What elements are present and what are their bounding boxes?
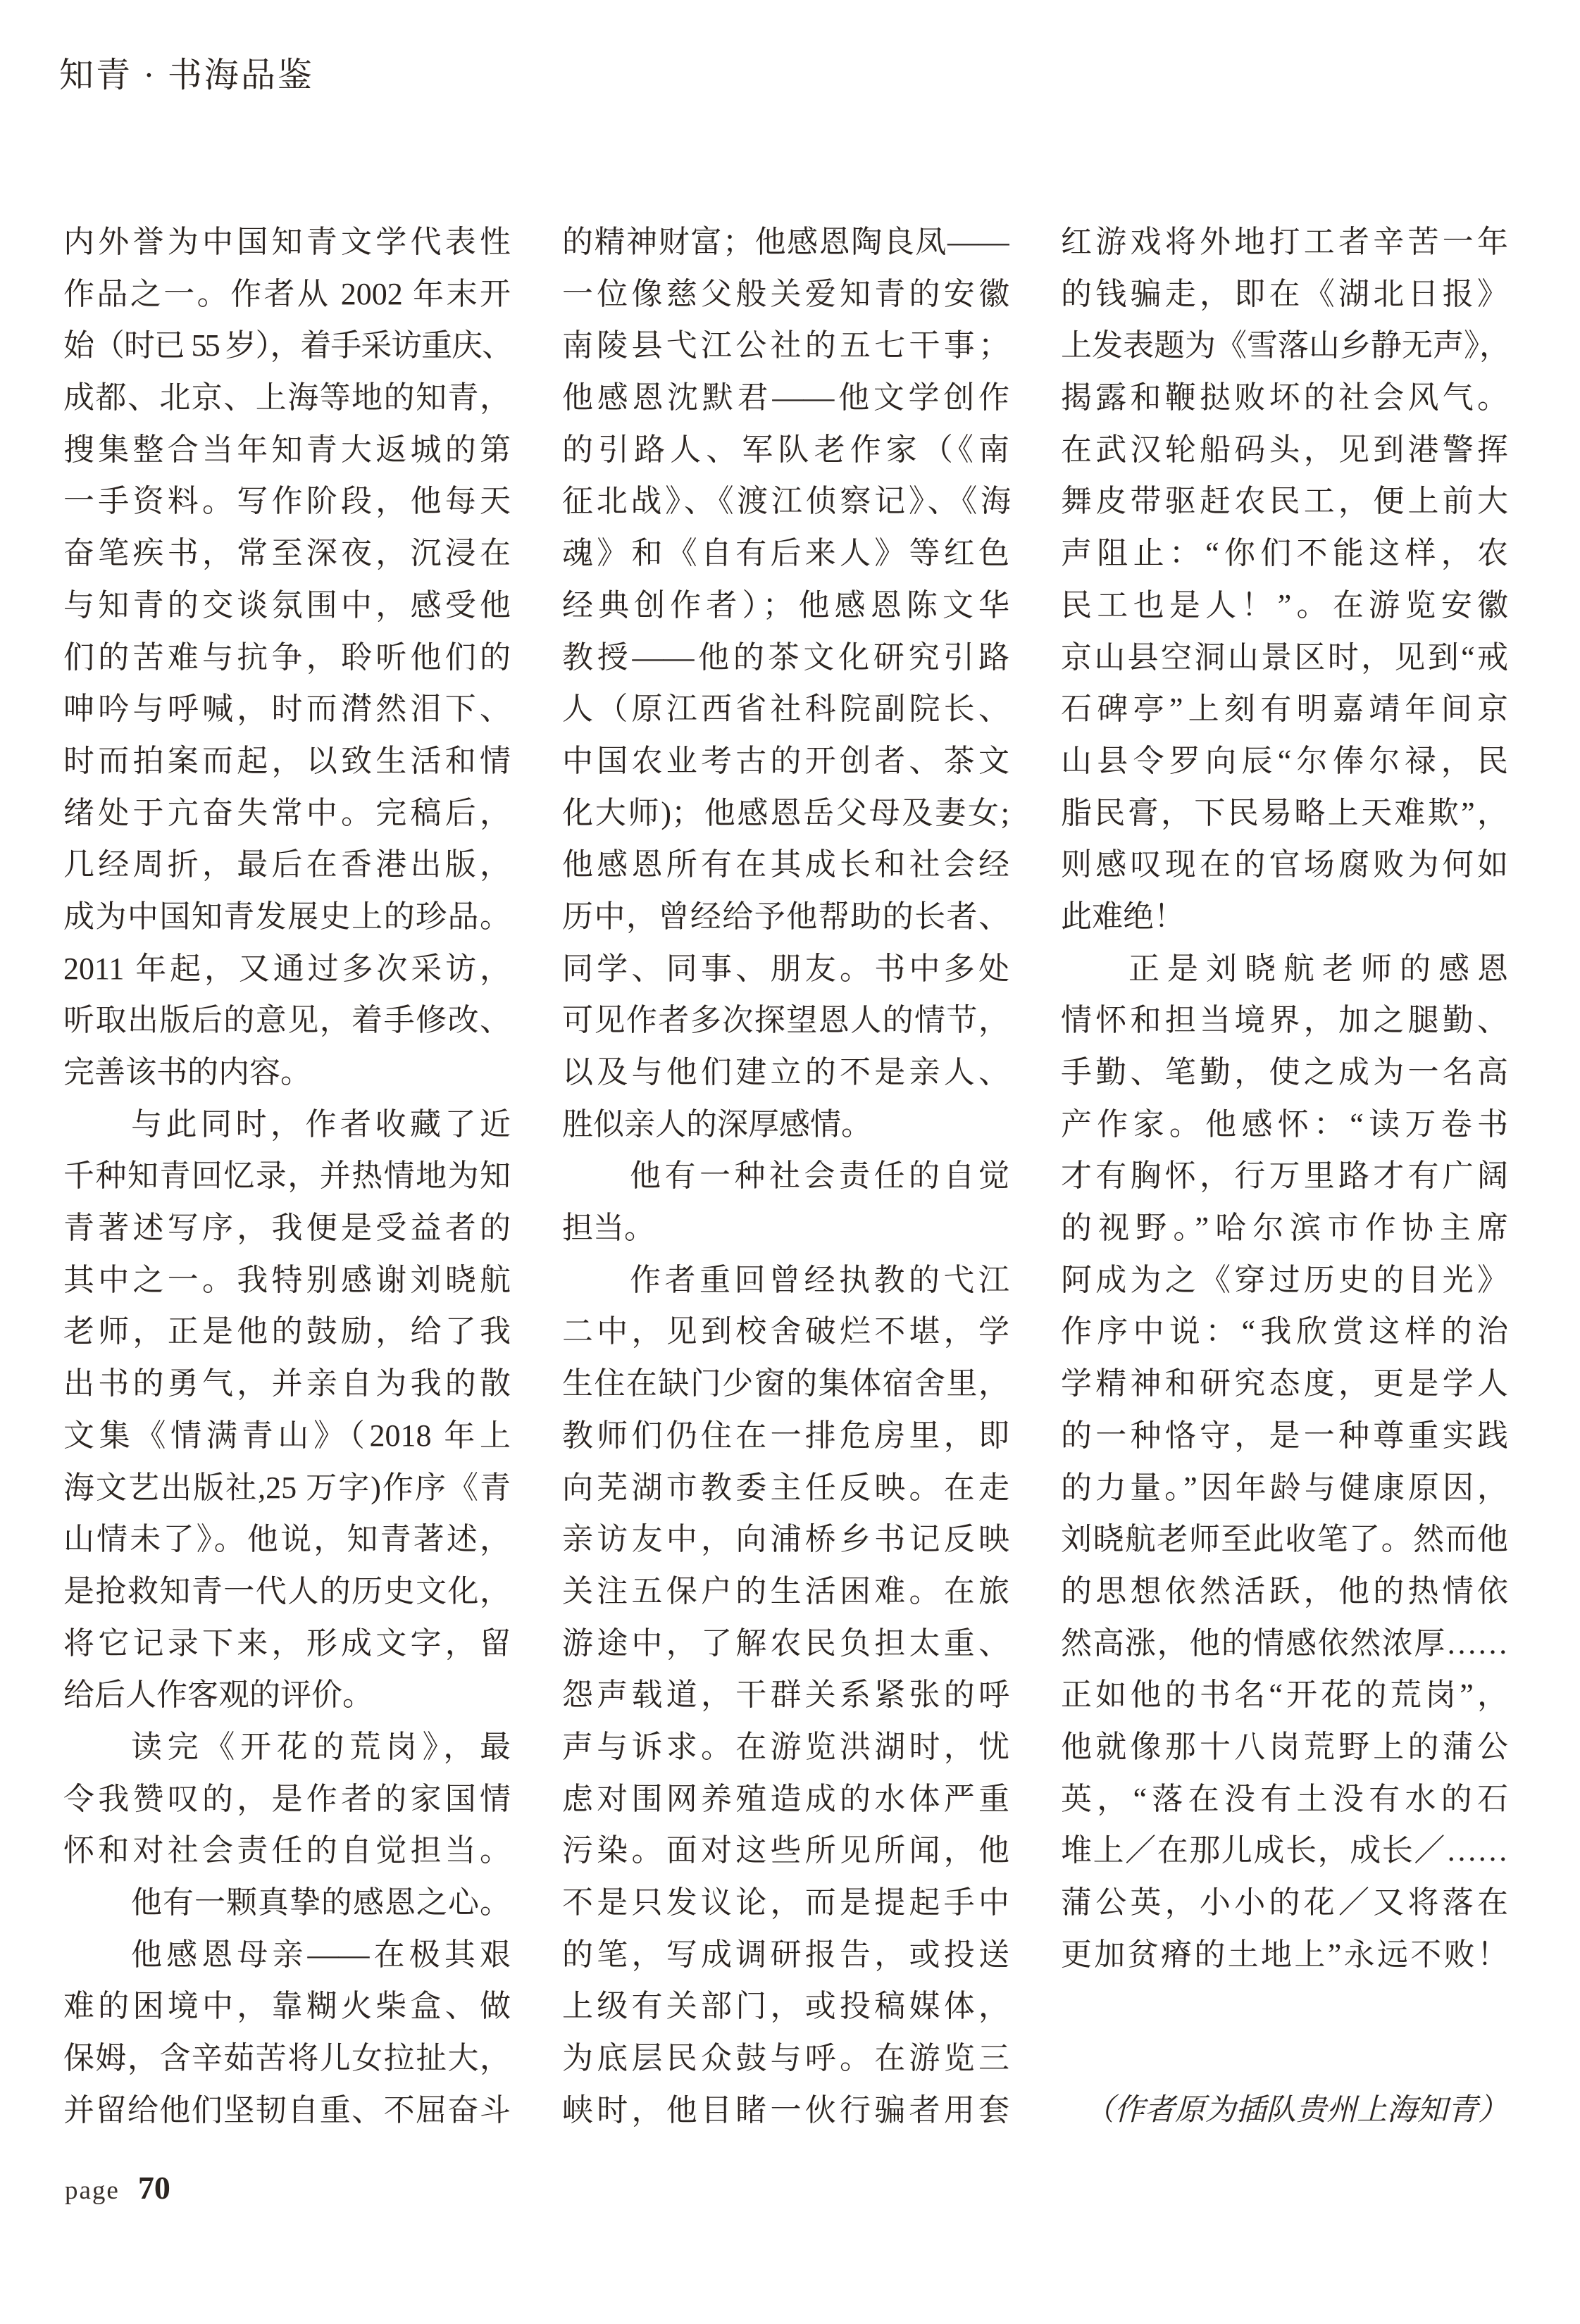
text-line: 成都、北京、上海等地的知青， [63,380,511,416]
text-line: 然高涨，他的情感依然浓厚…… [1061,1625,1508,1661]
text-line: 则感叹现在的官场腐败为何如 [1061,847,1508,882]
text-column-1 [63,216,511,2136]
text-line: 呻吟与呼喊，时而潸然泪下、 [63,692,511,727]
text-line: 的笔，写成调研报告，或投送 [562,1937,1009,1972]
text-line: 2011 年起，又通过多次采访， [63,951,511,986]
text-line: 老师，正是他的鼓励，给了我 [63,1314,511,1349]
text-line: 他感恩所有在其成长和社会经 [562,847,1009,882]
section-header: 知青 · 书海品鉴 [59,56,314,94]
text-line: 声阻止：“你们不能这样，农 [1061,536,1508,571]
blank-line [1061,2032,1508,2085]
text-line: 的引路人、军队老作家（《南 [562,432,1009,467]
text-line: 学精神和研究态度，更是学人 [1061,1366,1508,1401]
text-line: 同学、同事、朋友。书中多处 [562,951,1009,986]
text-line: 南陵县弋江公社的五七干事； [562,328,1009,363]
text-line: 几经周折，最后在香港出版， [63,847,511,882]
text-line: 是抢救知青一代人的历史文化， [63,1573,511,1608]
text-line: 内外誉为中国知青文学代表性 [63,225,511,259]
text-line: 读完《开花的荒岗》，最 [131,1729,511,1764]
text-line: 怀和对社会责任的自觉担当。 [63,1833,511,1868]
text-line: 更加贫瘠的土地上”永远不败！ [1061,1937,1508,1972]
text-line: 山县令罗向辰“尔俸尔禄，民 [1061,743,1508,778]
text-line: 人（原江西省社科院副院长、 [562,692,1009,727]
text-line: 上发表题为《雪落山乡静无声》， [1061,328,1508,363]
text-line: 正是刘晓航老师的感恩 [1128,951,1508,986]
text-line: 将它记录下来，形成文字，留 [63,1625,511,1661]
text-line: 脂民膏，下民易略上天难欺”， [1061,795,1508,830]
text-line: 此难绝！ [1061,899,1185,934]
text-column-2 [562,216,1009,2136]
text-line: 保姆，含辛茹苦将儿女拉扯大， [63,2041,511,2076]
text-line: 揭露和鞭挞败坏的社会风气。 [1061,380,1508,416]
text-line: 声与诉求。在游览洪湖时，忧 [562,1729,1009,1764]
text-line: 他感恩沈默君——他文学创作 [562,380,1009,416]
text-line: 作品之一。作者从 2002 年末开 [63,276,511,311]
text-line: 才有胸怀，行万里路才有广阔 [1061,1158,1508,1194]
page-label: page [65,2176,120,2205]
text-line: 的一种恪守，是一种尊重实践 [1061,1418,1508,1453]
text-line: 生住在缺门少窗的集体宿舍里， [562,1366,1009,1401]
text-line: 担当。 [562,1211,655,1246]
text-line: 经典创作者）；他感恩陈文华 [562,587,1009,623]
text-line: 他就像那十八岗荒野上的蒲公 [1061,1729,1508,1764]
text-line: 的视野。”哈尔滨市作协主席 [1061,1211,1508,1246]
text-line: 一手资料。写作阶段，他每天 [63,484,511,519]
text-line: 们的苦难与抗争，聆听他们的 [63,639,511,675]
text-line: 其中之一。我特别感谢刘晓航 [63,1262,511,1297]
text-line: 他有一种社会责任的自觉 [630,1158,1009,1194]
text-line: 成为中国知青发展史上的珍品。 [63,899,511,934]
text-line: 上级有关部门，或投稿媒体， [562,1989,1009,2024]
text-line: 石碑亭”上刻有明嘉靖年间京 [1061,692,1508,727]
text-line: 作者重回曾经执教的弋江 [630,1262,1009,1297]
blank-line [1061,1980,1508,2032]
text-line: 不是只发议论，而是提起手中 [562,1885,1009,1920]
text-line: 山情未了》。他说，知青著述， [63,1522,511,1557]
text-line: 污染。面对这些所见所闻，他 [562,1833,1009,1868]
text-line: 堆上／在那儿成长，成长／…… [1061,1833,1508,1868]
text-line: 作序中说：“我欣赏这样的治 [1061,1314,1508,1349]
text-line: 他感恩母亲——在极其艰 [131,1937,511,1972]
text-line: 始（时已 55 岁），着手采访重庆、 [63,328,511,363]
text-line: 的钱骗走，即在《湖北日报》 [1061,276,1508,311]
text-line: 完善该书的内容。 [63,1055,311,1089]
text-line: 以及与他们建立的不是亲人、 [562,1055,1009,1089]
text-line: 关注五保户的生活困难。在旅 [562,1573,1009,1608]
author-note-line: （作者原为插队贵州上海知青） [1084,2093,1508,2127]
page-number: 70 [137,2170,170,2206]
text-line: 海文艺出版社,25 万字)作序《青 [63,1470,511,1505]
text-line: 征北战》、《渡江侦察记》、《海 [562,484,1009,519]
text-line: 历中，曾经给予他帮助的长者、 [562,899,1009,934]
text-line: 怨声载道，干群关系紧张的呼 [562,1678,1009,1713]
text-line: 产作家。他感怀：“读万卷书 [1061,1106,1508,1142]
text-line: 教授——他的茶文化研究引路 [562,639,1009,675]
text-line: 时而拍案而起，以致生活和情 [63,743,511,778]
text-line: 奋笔疾书，常至深夜，沉浸在 [63,536,511,571]
text-line: 千种知青回忆录，并热情地为知 [63,1158,511,1194]
text-line: 向芜湖市教委主任反映。在走 [562,1470,1009,1505]
text-line: 舞皮带驱赶农民工，便上前大 [1061,484,1508,519]
text-line: 亲访友中，向浦桥乡书记反映 [562,1522,1009,1557]
text-line: 教师们仍住在一排危房里，即 [562,1418,1009,1453]
text-line: 一位像慈父般关爱知青的安徽 [562,276,1009,311]
text-line: 难的困境中，靠糊火柴盒、做 [63,1989,511,2024]
text-line: 化大师)；他感恩岳父母及妻女; [562,795,1009,830]
text-line: 英，“落在没有土没有水的石 [1061,1781,1508,1816]
text-line: 的力量。”因年龄与健康原因， [1061,1470,1508,1505]
text-column-3 [1061,216,1508,2136]
text-line: 二中，见到校舍破烂不堪，学 [562,1314,1009,1349]
text-line: 蒲公英，小小的花／又将落在 [1061,1885,1508,1920]
text-line: 绪处于亢奋失常中。完稿后， [63,795,511,830]
text-line: 在武汉轮船码头，见到港警挥 [1061,432,1508,467]
text-line: 令我赞叹的，是作者的家国情 [63,1781,511,1816]
text-line: 的精神财富；他感恩陶良凤—— [562,225,1009,259]
text-line: 红游戏将外地打工者辛苦一年 [1061,225,1508,259]
text-line: 青著述写序，我便是受益者的 [63,1211,511,1246]
text-line: 中国农业考古的开创者、茶文 [562,743,1009,778]
text-line: 的思想依然活跃，他的热情依 [1061,1573,1508,1608]
text-line: 出书的勇气，并亲自为我的散 [63,1366,511,1401]
text-line: 虑对围网养殖造成的水体严重 [562,1781,1009,1816]
text-line: 可见作者多次探望恩人的情节， [562,1003,1009,1038]
text-line: 胜似亲人的深厚感情。 [562,1106,872,1142]
text-line: 情怀和担当境界，加之腿勤、 [1061,1003,1508,1038]
text-line: 听取出版后的意见，着手修改、 [63,1003,511,1038]
text-line: 峡时，他目睹一伙行骗者用套 [562,2092,1009,2128]
text-line: 阿成为之《穿过历史的目光》 [1061,1262,1508,1297]
text-line: 与此同时，作者收藏了近 [131,1106,511,1142]
text-line: 并留给他们坚韧自重、不屈奋斗 [63,2092,511,2128]
text-line: 搜集整合当年知青大返城的第 [63,432,511,467]
text-line: 民工也是人！”。在游览安徽 [1061,587,1508,623]
text-line: 他有一颗真挚的感恩之心。 [131,1885,511,1920]
text-line: 手勤、笔勤，使之成为一名高 [1061,1055,1508,1089]
text-line: 给后人作客观的评价。 [63,1678,373,1713]
text-line: 为底层民众鼓与呼。在游览三 [562,2041,1009,2076]
text-line: 文集《情满青山》（2018 年上 [63,1418,511,1453]
text-line: 与知青的交谈氛围中，感受他 [63,587,511,623]
text-line: 正如他的书名“开花的荒岗”， [1061,1678,1508,1713]
page-footer [65,2169,170,2206]
text-line: 游途中，了解农民负担太重、 [562,1625,1009,1661]
text-line: 魂》和《自有后来人》等红色 [562,536,1009,571]
text-line: 刘晓航老师至此收笔了。然而他 [1061,1522,1508,1557]
text-line: 京山县空洞山景区时，见到“戒 [1061,639,1508,675]
